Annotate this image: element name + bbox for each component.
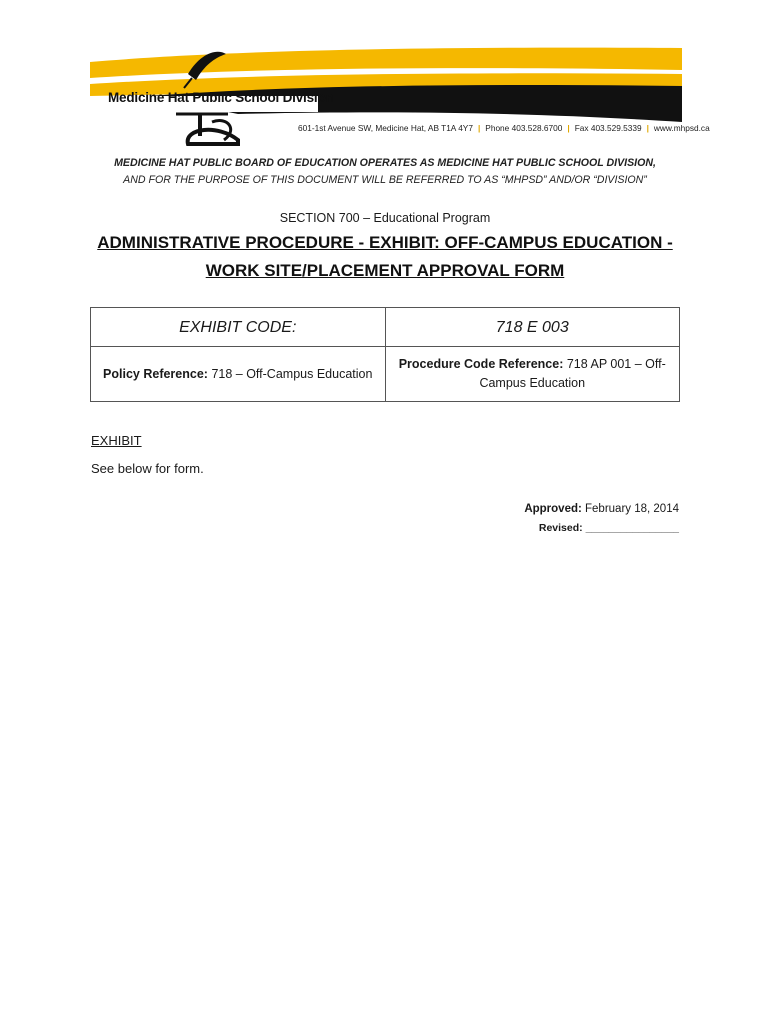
revised-line <box>539 522 679 534</box>
approved-label: Approved: <box>524 503 582 515</box>
table-row <box>91 308 680 347</box>
separator: | <box>646 123 649 133</box>
procedure-reference-value: 718 AP 001 – Off-Campus Education <box>479 357 666 390</box>
phone-text: Phone 403.528.6700 <box>485 123 563 133</box>
address-text: 601-1st Avenue SW, Medicine Hat, AB T1A 4Y7 <box>298 123 473 133</box>
section-heading: SECTION 700 – Educational Program <box>279 211 491 225</box>
website-link[interactable]: www.mhpsd.ca <box>653 123 710 133</box>
preamble-line-1: MEDICINE HAT PUBLIC BOARD OF EDUCATION OPERATES AS MEDICINE HAT PUBLIC SCHOOL DIVISION, <box>114 157 656 169</box>
fax-text: Fax 403.529.5339 <box>574 123 642 133</box>
separator: | <box>477 123 481 133</box>
policy-reference-cell <box>91 347 386 402</box>
exhibit-code-label: EXHIBIT CODE: <box>91 308 386 347</box>
exhibit-info-table <box>90 307 680 402</box>
policy-reference-label: Policy Reference: <box>103 366 208 381</box>
revised-label: Revised: <box>538 522 583 534</box>
approved-date: February 18, 2014 <box>585 503 679 515</box>
procedure-reference-cell <box>385 347 680 402</box>
table-row <box>91 347 680 402</box>
revised-blank: ________________ <box>585 522 679 534</box>
letterhead <box>88 44 710 148</box>
approved-line <box>524 503 679 515</box>
policy-reference-value: 718 – Off-Campus Education <box>211 366 373 381</box>
exhibit-text: See below for form. <box>91 461 204 476</box>
preamble-line-2: AND FOR THE PURPOSE OF THIS DOCUMENT WILL BE REFERRED TO AS “MHPSD” AND/OR “DIVISION” <box>123 174 647 186</box>
contact-line <box>298 123 710 133</box>
procedure-reference-label: Procedure Code Reference: <box>398 357 564 371</box>
exhibit-code-value: 718 E 003 <box>385 308 680 347</box>
document-title-line-1: ADMINISTRATIVE PROCEDURE - EXHIBIT: OFF-CAMPUS EDUCATION - <box>97 233 673 252</box>
org-name: Medicine Hat Public School Division <box>108 90 334 105</box>
separator: | <box>567 123 570 133</box>
exhibit-heading: EXHIBIT <box>91 433 142 448</box>
document-title-line-2: WORK SITE/PLACEMENT APPROVAL FORM <box>205 261 565 280</box>
